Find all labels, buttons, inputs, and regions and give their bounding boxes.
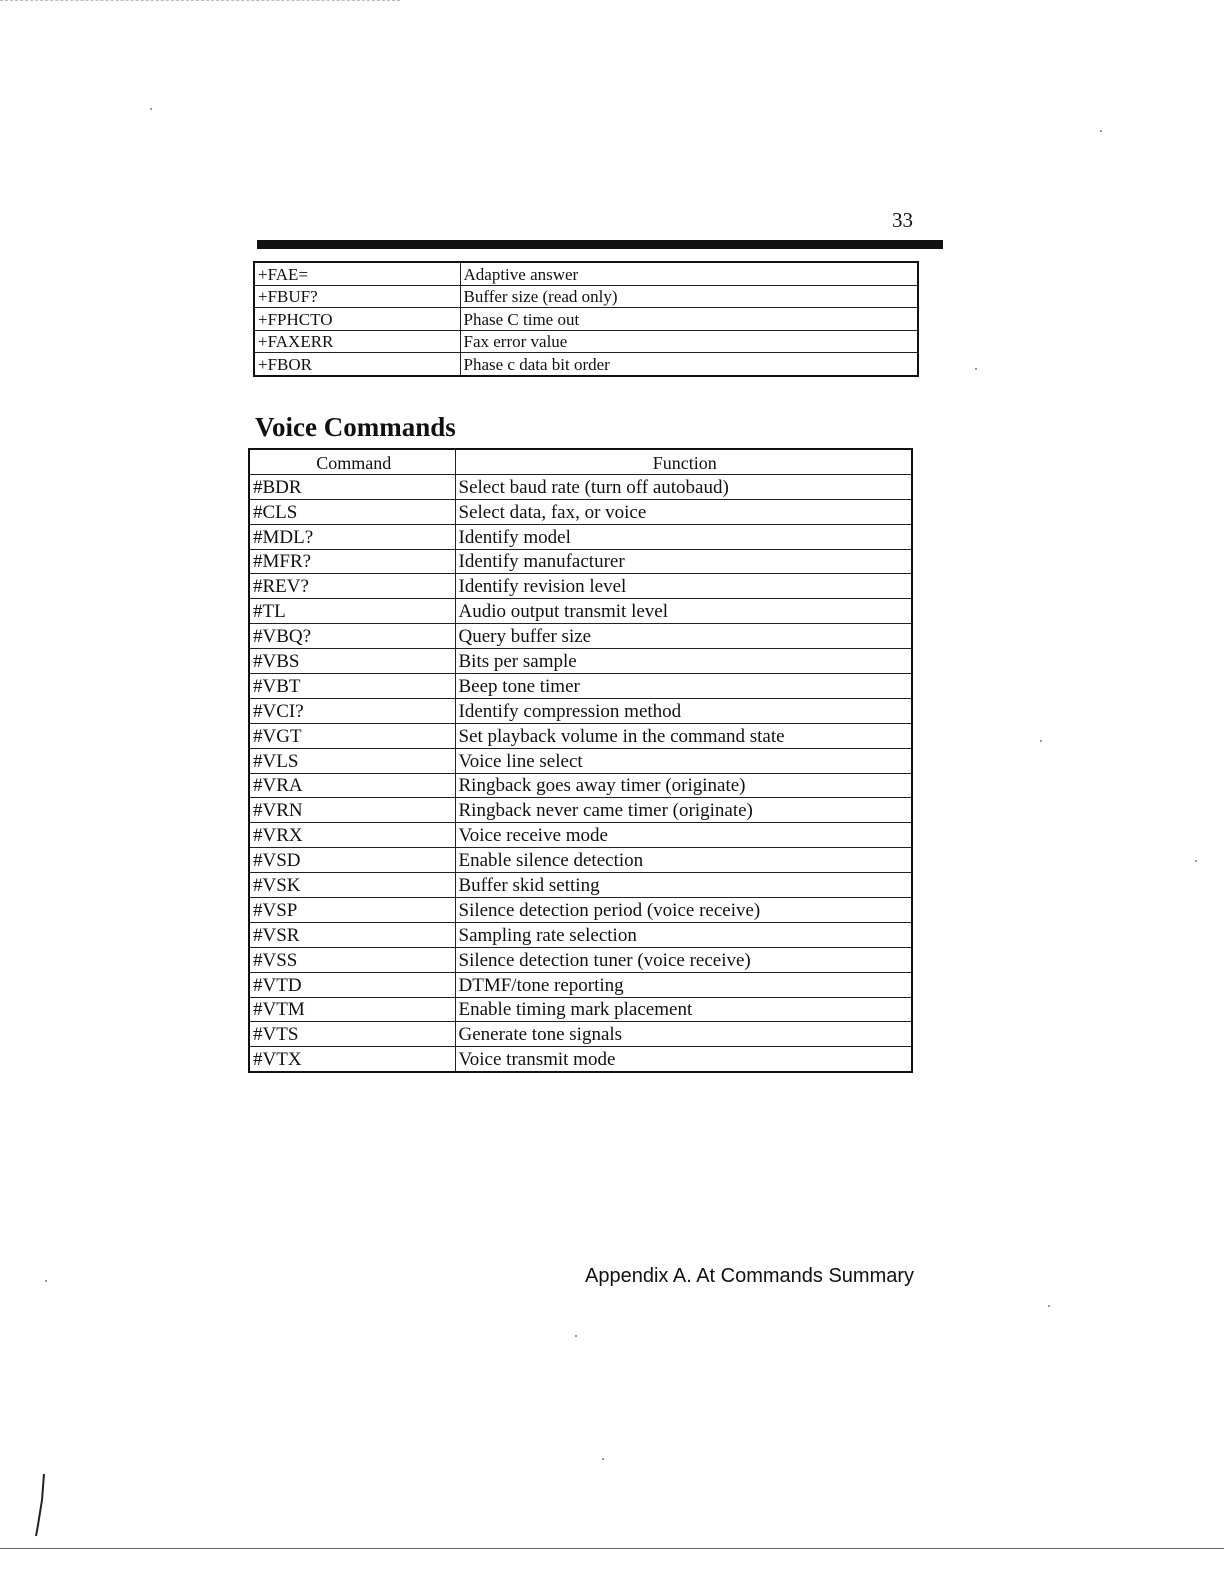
function-cell: Voice transmit mode xyxy=(455,1047,912,1072)
function-cell: Adaptive answer xyxy=(460,262,918,285)
page-number: 33 xyxy=(892,208,913,232)
command-cell: +FAXERR xyxy=(254,330,460,353)
function-cell: Silence detection tuner (voice receive) xyxy=(455,947,912,972)
voice-commands-table xyxy=(248,448,913,1073)
scan-speck xyxy=(602,1458,604,1460)
command-cell: #TL xyxy=(249,599,455,624)
fax-commands-table xyxy=(253,261,919,377)
table-row xyxy=(249,898,912,923)
command-cell: #VRX xyxy=(249,823,455,848)
function-cell: Identify compression method xyxy=(455,698,912,723)
table-row xyxy=(249,848,912,873)
command-cell: #REV? xyxy=(249,574,455,599)
command-cell: #VTS xyxy=(249,1022,455,1047)
scan-edge-artifact xyxy=(0,0,400,7)
command-cell: #VBS xyxy=(249,649,455,674)
table-row xyxy=(254,262,918,285)
function-cell: Voice line select xyxy=(455,748,912,773)
table-row xyxy=(249,674,912,699)
table-row xyxy=(249,524,912,549)
function-cell: Phase c data bit order xyxy=(460,353,918,376)
function-cell: Select data, fax, or voice xyxy=(455,499,912,524)
function-cell: DTMF/tone reporting xyxy=(455,972,912,997)
table-row xyxy=(254,285,918,308)
table-row xyxy=(249,698,912,723)
function-cell: Phase C time out xyxy=(460,308,918,331)
function-cell: Buffer size (read only) xyxy=(460,285,918,308)
table-row xyxy=(249,748,912,773)
table-row xyxy=(249,474,912,499)
table-row xyxy=(249,1022,912,1047)
command-cell: +FBOR xyxy=(254,353,460,376)
command-cell: #VCI? xyxy=(249,698,455,723)
function-cell: Audio output transmit level xyxy=(455,599,912,624)
table-row xyxy=(254,308,918,331)
command-cell: #VTD xyxy=(249,972,455,997)
table-row xyxy=(249,922,912,947)
section-title-voice-commands: Voice Commands xyxy=(255,412,456,442)
scan-speck xyxy=(1048,1305,1050,1307)
scan-speck xyxy=(975,368,977,370)
command-cell: #VLS xyxy=(249,748,455,773)
function-cell: Select baud rate (turn off autobaud) xyxy=(455,474,912,499)
table-header-row xyxy=(249,449,912,474)
command-cell: #VTM xyxy=(249,997,455,1022)
command-cell: #VBQ? xyxy=(249,624,455,649)
command-cell: #VSS xyxy=(249,947,455,972)
function-cell: Beep tone timer xyxy=(455,674,912,699)
table-row xyxy=(249,997,912,1022)
function-cell: Enable silence detection xyxy=(455,848,912,873)
table-row xyxy=(249,947,912,972)
header-rule xyxy=(257,240,943,249)
function-cell: Sampling rate selection xyxy=(455,922,912,947)
table-row xyxy=(249,549,912,574)
command-cell: #VSD xyxy=(249,848,455,873)
command-cell: #VRN xyxy=(249,798,455,823)
command-cell: #VGT xyxy=(249,723,455,748)
function-cell: Buffer skid setting xyxy=(455,873,912,898)
function-cell: Enable timing mark placement xyxy=(455,997,912,1022)
function-cell: Generate tone signals xyxy=(455,1022,912,1047)
table-row xyxy=(249,624,912,649)
table-row xyxy=(249,649,912,674)
command-cell: #VSP xyxy=(249,898,455,923)
column-header-function: Function xyxy=(455,449,912,474)
command-cell: #CLS xyxy=(249,499,455,524)
table-row xyxy=(249,1047,912,1072)
scan-speck xyxy=(150,108,152,110)
function-cell: Fax error value xyxy=(460,330,918,353)
function-cell: Bits per sample xyxy=(455,649,912,674)
table-row xyxy=(249,873,912,898)
table-row xyxy=(249,723,912,748)
function-cell: Ringback never came timer (originate) xyxy=(455,798,912,823)
command-cell: #VBT xyxy=(249,674,455,699)
function-cell: Silence detection period (voice receive) xyxy=(455,898,912,923)
function-cell: Set playback volume in the command state xyxy=(455,723,912,748)
margin-ink-mark xyxy=(30,1470,50,1540)
command-cell: #MFR? xyxy=(249,549,455,574)
command-cell: +FPHCTO xyxy=(254,308,460,331)
table-row xyxy=(249,823,912,848)
table-row xyxy=(249,499,912,524)
table-row xyxy=(254,330,918,353)
table-row xyxy=(249,773,912,798)
scan-speck xyxy=(575,1335,577,1337)
command-cell: #VSR xyxy=(249,922,455,947)
command-cell: +FAE= xyxy=(254,262,460,285)
table-row xyxy=(249,599,912,624)
table-row xyxy=(249,798,912,823)
function-cell: Ringback goes away timer (originate) xyxy=(455,773,912,798)
scan-speck xyxy=(1195,860,1197,862)
column-header-command: Command xyxy=(249,449,455,474)
command-cell: #VRA xyxy=(249,773,455,798)
table-row xyxy=(254,353,918,376)
scan-speck xyxy=(45,1280,47,1282)
command-cell: #VTX xyxy=(249,1047,455,1072)
command-cell: #BDR xyxy=(249,474,455,499)
page-footer: Appendix A. At Commands Summary xyxy=(585,1265,915,1287)
function-cell: Identify revision level xyxy=(455,574,912,599)
command-cell: +FBUF? xyxy=(254,285,460,308)
table-row xyxy=(249,574,912,599)
function-cell: Voice receive mode xyxy=(455,823,912,848)
function-cell: Identify model xyxy=(455,524,912,549)
command-cell: #MDL? xyxy=(249,524,455,549)
scan-speck xyxy=(1100,130,1102,132)
table-row xyxy=(249,972,912,997)
function-cell: Query buffer size xyxy=(455,624,912,649)
scan-bottom-edge xyxy=(0,1548,1224,1549)
command-cell: #VSK xyxy=(249,873,455,898)
function-cell: Identify manufacturer xyxy=(455,549,912,574)
scan-speck xyxy=(1040,740,1042,742)
